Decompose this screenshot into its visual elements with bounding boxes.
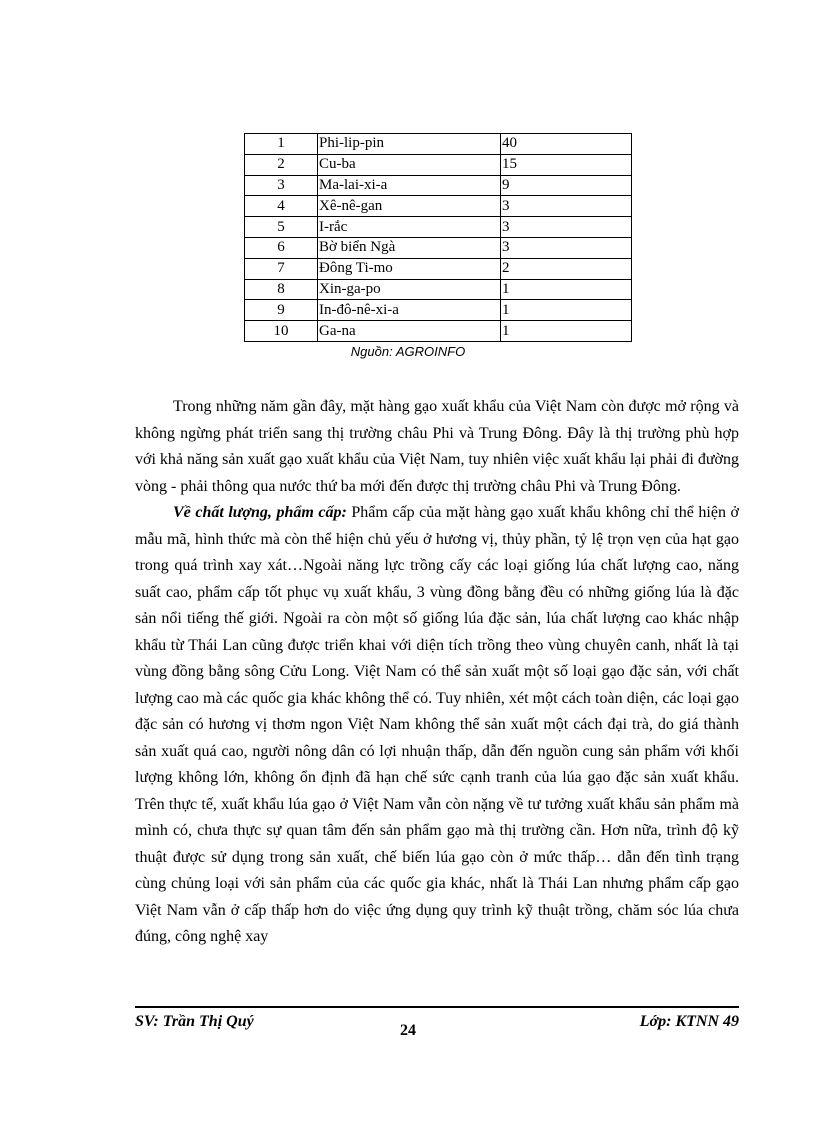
row-value: 3 bbox=[501, 196, 632, 217]
paragraph-2-lead: Về chất lượng, phẩm cấp: bbox=[173, 504, 347, 521]
body-text bbox=[135, 394, 739, 951]
row-value: 9 bbox=[501, 175, 632, 196]
row-value: 3 bbox=[501, 217, 632, 238]
page-number: 24 bbox=[400, 1022, 416, 1039]
row-number: 2 bbox=[245, 154, 318, 175]
paragraph-1: Trong những năm gần đây, mặt hàng gạo xuất khẩu của Việt Nam còn được mở rộng và không ngừng phát triển sang thị trường châu Phi và Trung Đông. Đây là thị trường phù hợp với khả năng sản xuất gạo xuất khẩu của Việt Nam, tuy nhiên việc xuất khẩu lại phải đi đường vòng - phải thông qua nước thứ ba mới đến được thị trường châu Phi và Trung Đông. bbox=[135, 398, 739, 495]
table-row bbox=[245, 154, 632, 175]
row-number: 9 bbox=[245, 300, 318, 321]
row-number: 3 bbox=[245, 175, 318, 196]
paragraph-2 bbox=[135, 500, 739, 951]
country-name: I-rắc bbox=[318, 217, 501, 238]
table-row bbox=[245, 237, 632, 258]
footer-student: SV: Trần Thị Quý bbox=[135, 1013, 254, 1030]
country-name: Xê-nê-gan bbox=[318, 196, 501, 217]
row-value: 3 bbox=[501, 237, 632, 258]
country-name: Ma-lai-xi-a bbox=[318, 175, 501, 196]
table-row bbox=[245, 258, 632, 279]
country-name: Bờ biển Ngà bbox=[318, 237, 501, 258]
table-row bbox=[245, 134, 632, 155]
country-name: Ga-na bbox=[318, 321, 501, 342]
table-row bbox=[245, 321, 632, 342]
country-name: Phi-lip-pin bbox=[318, 134, 501, 155]
row-number: 5 bbox=[245, 217, 318, 238]
table-row bbox=[245, 175, 632, 196]
table-source: Nguồn: AGROINFO bbox=[350, 344, 466, 359]
row-number: 8 bbox=[245, 279, 318, 300]
country-name: Cu-ba bbox=[318, 154, 501, 175]
country-name: In-đô-nê-xi-a bbox=[318, 300, 501, 321]
row-number: 10 bbox=[245, 321, 318, 342]
footer-divider bbox=[135, 1006, 739, 1008]
data-table bbox=[244, 133, 632, 342]
row-value: 1 bbox=[501, 321, 632, 342]
table-row bbox=[245, 300, 632, 321]
row-number: 4 bbox=[245, 196, 318, 217]
table-row bbox=[245, 196, 632, 217]
row-value: 40 bbox=[501, 134, 632, 155]
row-value: 2 bbox=[501, 258, 632, 279]
country-name: Đông Ti-mo bbox=[318, 258, 501, 279]
table-row bbox=[245, 279, 632, 300]
footer-class: Lớp: KTNN 49 bbox=[639, 1013, 739, 1030]
row-value: 1 bbox=[501, 300, 632, 321]
row-value: 1 bbox=[501, 279, 632, 300]
paragraph-2-text: Phẩm cấp của mặt hàng gạo xuất khẩu không chỉ thể hiện ở mẫu mã, hình thức mà còn thể hiện chủ yếu ở hương vị, thủy phần, tỷ lệ trọn vẹn của hạt gạo trong quá trình xay xát…Ngoài năng lực trồng cấy các loại giống lúa chất lượng cao, năng suất cao, phẩm cấp tốt phục vụ xuất khẩu, 3 vùng đồng bằng đều có những giống lúa là đặc sản nổi tiếng thế giới. Ngoài ra còn một số giống lúa đặc sản, lúa chất lượng cao khác nhập khẩu từ Thái Lan cũng được triển khai với diện tích trồng theo vùng chuyên canh, nhất là tại vùng đồng bằng sông Cửu Long. Việt Nam có thể sản xuất một số loại gạo đặc sản, với chất lượng cao mà các quốc gia khác không thể có. Tuy nhiên, xét một cách toàn diện, các loại gạo đặc sản có hương vị thơm ngon Việt Nam không thể sản xuất một cách đại trà, do giá thành sản xuất quá cao, người nông dân có lợi nhuận thấp, dẫn đến nguồn cung sản phẩm với khối lượng không lớn, không ổn định đã hạn chế sức cạnh tranh của lúa gạo đặc sản xuất khẩu. Trên thực tế, xuất khẩu lúa gạo ở Việt Nam vẫn còn nặng về tư tưởng xuất khẩu sản phẩm mà mình có, chưa thực sự quan tâm đến sản phẩm gạo mà thị trường cần. Hơn nữa, trình độ kỹ thuật được sử dụng trong sản xuất, chế biến lúa gạo còn ở mức thấp… dẫn đến tình trạng cùng chủng loại với sản phẩm của các quốc gia khác, nhất là Thái Lan nhưng phẩm cấp gạo Việt Nam vẫn ở cấp thấp hơn do việc ứng dụng quy trình kỹ thuật trồng, chăm sóc lúa chưa đúng, công nghệ xay bbox=[135, 504, 740, 945]
table-row bbox=[245, 217, 632, 238]
row-number: 6 bbox=[245, 237, 318, 258]
row-number: 7 bbox=[245, 258, 318, 279]
row-value: 15 bbox=[501, 154, 632, 175]
table-body bbox=[245, 134, 632, 342]
row-number: 1 bbox=[245, 134, 318, 155]
country-name: Xin-ga-po bbox=[318, 279, 501, 300]
